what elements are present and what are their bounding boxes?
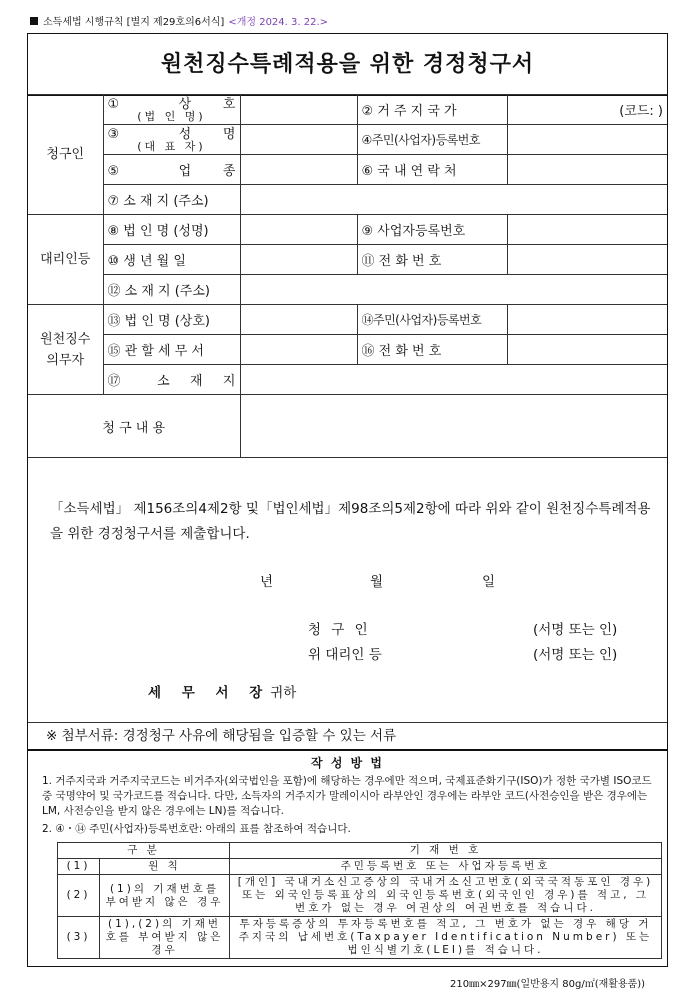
claimant-signature[interactable]: (서명 또는 인) — [533, 622, 618, 638]
claim-content-label: 청 구 내 용 — [28, 395, 240, 458]
square-bullet-icon — [30, 17, 38, 25]
attachments-note: ※ 첨부서류: 경정청구 사유에 해당됨을 입증할 수 있는 서류 — [28, 722, 667, 751]
date-day: 일 — [482, 574, 496, 590]
domestic-contact-input[interactable] — [507, 155, 667, 185]
page-title: 원천징수특례적용을 위한 경정청구서 — [28, 34, 667, 96]
agent-signature[interactable]: (서명 또는 인) — [533, 647, 618, 663]
agent-birth-date-input[interactable] — [240, 245, 357, 275]
row-category: (1)의 기재번호를 부여받지 않은 경우 — [100, 875, 230, 917]
registration-number-label: ④주민(사업자)등록번호 — [357, 125, 507, 155]
guide-header-category: 구 분 — [58, 843, 230, 859]
instruction-item-1: 1. 거주지국과 거주지국코드는 비거주자(외국법인을 포함)에 해당하는 경우에만 적으며, 국제표준화기구(ISO)가 정한 국가별 ISO코드 중 국명약어 및 국가코드를 적습니다. 다만, 소득자의 거주지가 말레이시아 라부안인 경우에는 라부안 코드(사전승인을 받은 경우에는 LM, 사전승인을 받지 않은 경우에는 LN)를 적습니다. — [42, 775, 652, 817]
date-year: 년 — [260, 574, 274, 590]
row-number: (2) — [58, 875, 100, 917]
date-month: 월 — [370, 574, 384, 590]
field-trade-name-label — [103, 95, 240, 125]
table-row — [58, 875, 662, 917]
withholder-registration-label: ⑭주민(사업자)등록번호 — [357, 305, 507, 335]
form-header — [30, 13, 328, 28]
row-category: (1),(2)의 기재번호를 부여받지 않은 경우 — [100, 917, 230, 959]
withholder-name-input[interactable] — [240, 305, 357, 335]
row-description: [개인] 국내거소신고증상의 국내거소신고번호(외국국적동포인 경우) 또는 외국인등록표상의 외국인등록번호(외국인인 경우)를 적고, 그 번호가 없는 경우 여권상의 여권번호를 적습니다. — [230, 875, 662, 917]
instructions-section — [28, 751, 667, 959]
claimant-group-label: 청구인 — [28, 95, 103, 215]
row-category: 원 칙 — [100, 859, 230, 875]
claimant-address-label: ⑦ 소 재 지 (주소) — [103, 185, 240, 215]
withholder-name-label: ⑬ 법 인 명 (상호) — [103, 305, 240, 335]
residence-country-code-input[interactable]: (코드: ) — [507, 95, 667, 125]
form-reference: 소득세법 시행규칙 [별지 제29호의6서식] — [43, 17, 225, 28]
trade-name-input[interactable] — [240, 95, 357, 125]
instruction-item-2: 2. ④・⑭ 주민(사업자)등록번호란: 아래의 표를 참조하여 적습니다. — [42, 823, 351, 835]
withholder-label-line1: 원천징수 — [40, 331, 91, 347]
declaration-section — [28, 474, 667, 723]
withholder-address-input[interactable] — [240, 365, 667, 395]
agent-phone-label: ⑪ 전 화 번 호 — [357, 245, 507, 275]
guide-header-number: 기 재 번 호 — [230, 843, 662, 859]
agent-name-label: ⑧ 법 인 명 (성명) — [103, 215, 240, 245]
agent-address-input[interactable] — [240, 275, 667, 305]
withholder-phone-label: ⑯ 전 화 번 호 — [357, 335, 507, 365]
withholder-phone-input[interactable] — [507, 335, 667, 365]
name-label: ③ 성 명 — [107, 126, 236, 142]
field-name-label — [103, 125, 240, 155]
agent-name-input[interactable] — [240, 215, 357, 245]
tax-office-chief: 세 무 서 장 — [148, 685, 271, 701]
business-type-label: ⑤ 업 종 — [103, 155, 240, 185]
agent-sign-row — [308, 643, 643, 663]
withholder-label-line2: 의무자 — [46, 352, 85, 368]
agent-group-label: 대리인등 — [28, 215, 103, 305]
claimant-sign-label: 청 구 인 — [308, 622, 371, 638]
instructions-title: 작 성 방 법 — [311, 756, 384, 770]
row-number: (1) — [58, 859, 100, 875]
registration-number-input[interactable] — [507, 125, 667, 155]
paper-size-footer: 210㎜×297㎜(일반용지 80g/㎡(재활용품)) — [450, 979, 646, 990]
withholder-group-label — [28, 305, 103, 395]
claimant-sign-row — [308, 618, 643, 638]
domestic-contact-label: ⑥ 국 내 연 락 처 — [357, 155, 507, 185]
business-type-input[interactable] — [240, 155, 357, 185]
row-number: (3) — [58, 917, 100, 959]
declaration-text: 「소득세법」 제156조의4제2항 및「법인세법」제98조의5제2항에 따라 위와 같이 원천징수특례적용을 위한 경정청구서를 제출합니다. — [50, 501, 651, 542]
representative-sublabel: (대 표 자) — [137, 139, 206, 153]
table-row — [58, 859, 662, 875]
claim-content-input[interactable] — [240, 395, 667, 458]
withholder-registration-input[interactable] — [507, 305, 667, 335]
corporate-name-sublabel: (법 인 명) — [137, 109, 206, 123]
row-description: 투자등록증상의 투자등록번호를 적고, 그 번호가 없는 경우 해당 거주지국의 납세번호(Taxpayer Identification Number) 또는 법인식별기호(LEI)를 적습니다. — [230, 917, 662, 959]
claim-form-table — [28, 94, 667, 458]
revision-date: <개정 2024. 3. 22.> — [228, 17, 329, 28]
agent-business-number-label: ⑨ 사업자등록번호 — [357, 215, 507, 245]
agent-phone-input[interactable] — [507, 245, 667, 275]
tax-office-label: ⑮ 관 할 세 무 서 — [103, 335, 240, 365]
row-description: 주민등록번호 또는 사업자등록번호 — [230, 859, 662, 875]
addressee-suffix: 귀하 — [270, 685, 297, 701]
agent-business-number-input[interactable] — [507, 215, 667, 245]
registration-number-guide-table — [57, 842, 662, 959]
agent-address-label: ⑫ 소 재 지 (주소) — [103, 275, 240, 305]
form-frame — [27, 33, 668, 967]
table-row — [58, 917, 662, 959]
name-input[interactable] — [240, 125, 357, 155]
withholder-address-label: ⑰ 소 재 지 — [103, 365, 240, 395]
agent-birth-date-label: ⑩ 생 년 월 일 — [103, 245, 240, 275]
tax-office-addressee — [148, 681, 296, 701]
tax-office-input[interactable] — [240, 335, 357, 365]
trade-name-label: ① 상 호 — [107, 96, 236, 112]
claimant-address-input[interactable] — [240, 185, 667, 215]
residence-country-label: ② 거 주 지 국 가 — [357, 95, 507, 125]
agent-sign-label: 위 대리인 등 — [308, 647, 382, 663]
